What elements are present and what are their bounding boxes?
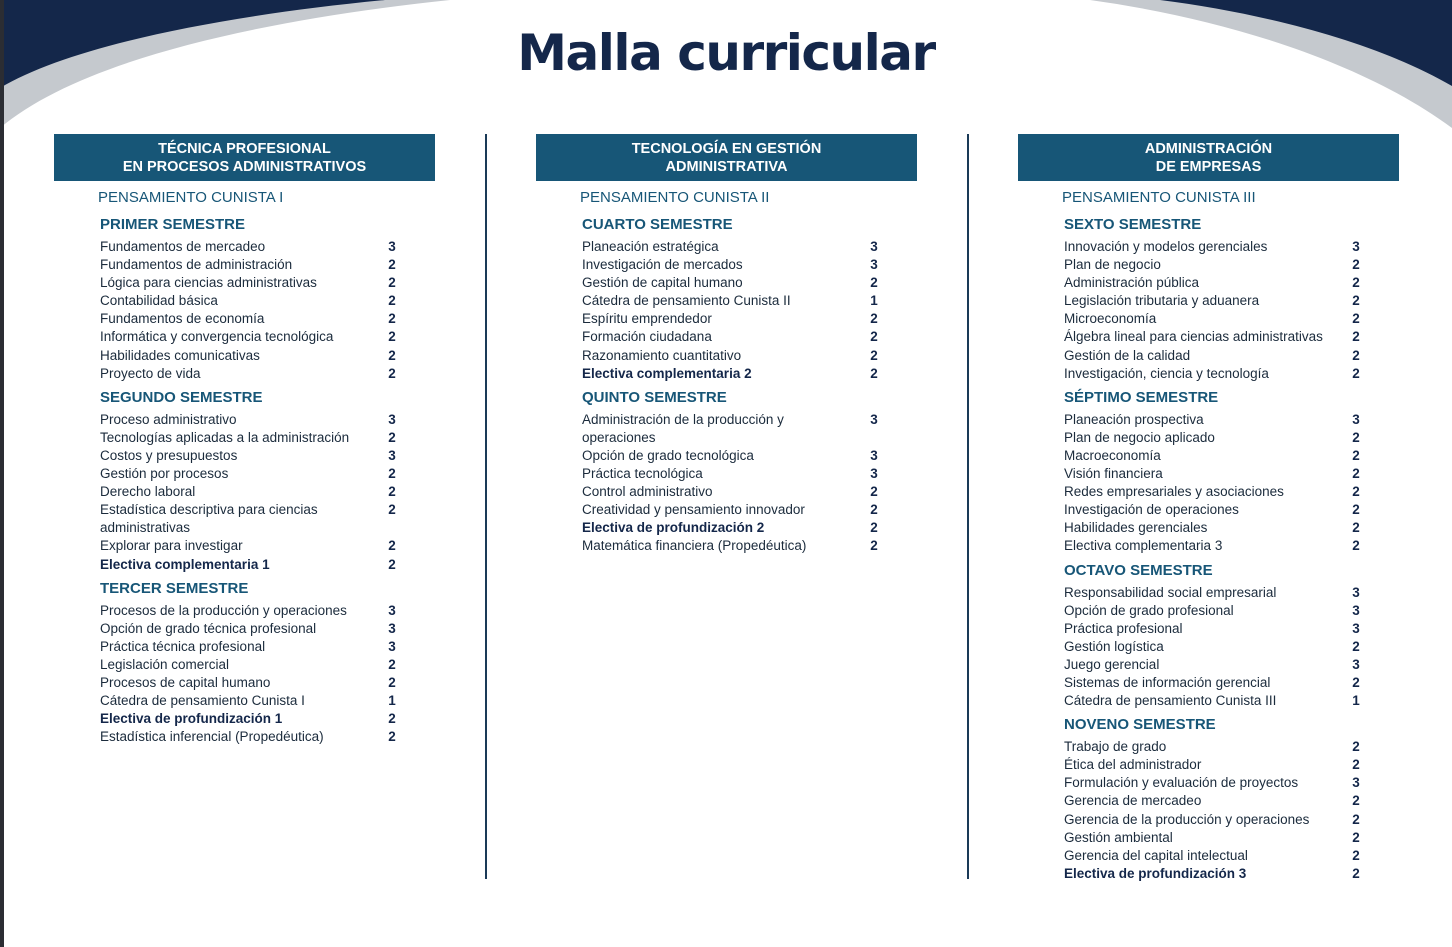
course-name: Gerencia de la producción y operaciones bbox=[1064, 811, 1310, 827]
course-credits: 3 bbox=[870, 411, 878, 427]
course-row bbox=[1064, 847, 1362, 865]
course-row bbox=[582, 274, 880, 292]
course-credits: 2 bbox=[1352, 811, 1360, 827]
course-name: Costos y presupuestos bbox=[100, 447, 238, 463]
course-credits: 2 bbox=[870, 520, 878, 536]
course-name: Fundamentos de administración bbox=[100, 257, 293, 273]
course-credits: 2 bbox=[388, 484, 396, 500]
course-name: Práctica profesional bbox=[1064, 620, 1183, 636]
course-credits: 3 bbox=[1352, 584, 1360, 600]
course-row bbox=[582, 501, 880, 519]
course-row bbox=[100, 638, 398, 656]
course-row bbox=[582, 465, 880, 483]
course-name: Estadística descriptiva para ciencias administrativas bbox=[100, 502, 318, 536]
course-name: Visión financiera bbox=[1064, 466, 1163, 482]
course-name: Electiva de profundización 2 bbox=[582, 520, 765, 536]
course-name: Derecho laboral bbox=[100, 484, 196, 500]
course-row bbox=[100, 501, 398, 537]
semester-block bbox=[1062, 389, 1362, 556]
course-credits: 2 bbox=[1352, 447, 1360, 463]
course-name: Electiva complementaria 3 bbox=[1064, 538, 1223, 554]
course-credits: 2 bbox=[1352, 293, 1360, 309]
column-divider bbox=[967, 134, 969, 879]
course-row bbox=[582, 347, 880, 365]
program-header-line: ADMINISTRACIÓN bbox=[1144, 140, 1273, 157]
course-credits: 2 bbox=[388, 729, 396, 745]
course-name: Responsabilidad social empresarial bbox=[1064, 584, 1277, 600]
course-credits: 2 bbox=[388, 502, 396, 518]
course-name: Práctica tecnológica bbox=[582, 466, 703, 482]
course-row bbox=[1064, 292, 1362, 310]
course-credits: 2 bbox=[1352, 674, 1360, 690]
program-header bbox=[536, 134, 917, 181]
course-credits: 2 bbox=[388, 257, 396, 273]
course-name: Matemática financiera (Propedéutica) bbox=[582, 538, 807, 554]
course-row bbox=[1064, 238, 1362, 256]
course-name: Opción de grado tecnológica bbox=[582, 447, 754, 463]
course-row bbox=[582, 519, 880, 537]
course-row bbox=[582, 411, 880, 447]
course-credits: 2 bbox=[388, 656, 396, 672]
course-row bbox=[1064, 584, 1362, 602]
course-credits: 2 bbox=[870, 484, 878, 500]
course-credits: 2 bbox=[1352, 793, 1360, 809]
course-credits: 3 bbox=[1352, 239, 1360, 254]
course-row bbox=[582, 328, 880, 346]
semester-title: SÉPTIMO SEMESTRE bbox=[1064, 388, 1219, 406]
course-row bbox=[1064, 674, 1362, 692]
course-row bbox=[582, 238, 880, 256]
course-row bbox=[1064, 738, 1362, 756]
course-name: Proceso administrativo bbox=[100, 411, 237, 427]
course-name: Investigación de operaciones bbox=[1064, 502, 1239, 518]
course-credits: 3 bbox=[870, 257, 878, 273]
course-row bbox=[1064, 274, 1362, 292]
course-name: Razonamiento cuantitativo bbox=[582, 347, 742, 363]
program-header bbox=[54, 134, 435, 181]
course-row bbox=[1064, 756, 1362, 774]
course-credits: 3 bbox=[388, 447, 396, 463]
program-column bbox=[54, 134, 435, 752]
course-credits: 2 bbox=[870, 275, 878, 291]
semester-block bbox=[580, 216, 880, 383]
course-name: Lógica para ciencias administrativas bbox=[100, 275, 317, 291]
course-name: Gestión de la calidad bbox=[1064, 347, 1191, 363]
course-row bbox=[100, 465, 398, 483]
course-credits: 3 bbox=[388, 602, 396, 618]
course-name: Electiva de profundización 1 bbox=[100, 711, 283, 727]
course-name: Planeación estratégica bbox=[582, 239, 719, 254]
course-name: Gestión ambiental bbox=[1064, 829, 1173, 845]
course-name: Procesos de la producción y operaciones bbox=[100, 602, 347, 618]
course-name: Gerencia de mercadeo bbox=[1064, 793, 1202, 809]
course-row bbox=[582, 537, 880, 555]
semester-block bbox=[98, 389, 398, 574]
course-credits: 3 bbox=[1352, 656, 1360, 672]
pensamiento-cunista-label: PENSAMIENTO CUNISTA II bbox=[580, 189, 770, 206]
course-credits: 2 bbox=[1352, 311, 1360, 327]
course-name: Estadística inferencial (Propedéutica) bbox=[100, 729, 324, 745]
pensamiento-cunista-label: PENSAMIENTO CUNISTA I bbox=[98, 189, 284, 206]
course-row bbox=[1064, 365, 1362, 383]
course-row bbox=[100, 602, 398, 620]
course-credits: 2 bbox=[388, 365, 396, 381]
semester-title: SEXTO SEMESTRE bbox=[1064, 216, 1202, 233]
course-row bbox=[582, 292, 880, 310]
course-row bbox=[1064, 519, 1362, 537]
course-name: Opción de grado profesional bbox=[1064, 602, 1234, 618]
course-name: Tecnologías aplicadas a la administración bbox=[100, 429, 350, 445]
course-name: Álgebra lineal para ciencias administrativas bbox=[1064, 329, 1323, 345]
program-header-line: TÉCNICA PROFESIONAL bbox=[158, 140, 331, 157]
course-credits: 2 bbox=[1352, 538, 1360, 554]
semester-block bbox=[1062, 716, 1362, 883]
course-name: Habilidades gerenciales bbox=[1064, 520, 1208, 536]
semester-title: QUINTO SEMESTRE bbox=[582, 388, 727, 406]
program-header-line: EN PROCESOS ADMINISTRATIVOS bbox=[122, 158, 367, 175]
column-divider bbox=[485, 134, 487, 879]
course-name: Sistemas de información gerencial bbox=[1064, 674, 1271, 690]
course-row bbox=[1064, 692, 1362, 710]
course-row bbox=[1064, 447, 1362, 465]
program-column bbox=[536, 134, 917, 562]
course-name: Gerencia del capital intelectual bbox=[1064, 847, 1248, 863]
course-credits: 2 bbox=[1352, 739, 1360, 755]
course-credits: 3 bbox=[1352, 411, 1360, 427]
semester-title: PRIMER SEMESTRE bbox=[100, 216, 246, 233]
course-row bbox=[100, 537, 398, 555]
program-body bbox=[54, 181, 398, 746]
course-credits: 3 bbox=[388, 638, 396, 654]
course-credits: 2 bbox=[388, 538, 396, 554]
course-credits: 2 bbox=[1352, 757, 1360, 773]
course-name: Formación ciudadana bbox=[582, 329, 712, 345]
course-name: Proyecto de vida bbox=[100, 365, 201, 381]
course-name: Cátedra de pensamiento Cunista III bbox=[1064, 693, 1277, 709]
course-row bbox=[1064, 656, 1362, 674]
course-credits: 2 bbox=[870, 329, 878, 345]
semester-title: SEGUNDO SEMESTRE bbox=[100, 388, 263, 406]
course-row bbox=[100, 411, 398, 429]
course-credits: 2 bbox=[1352, 520, 1360, 536]
course-credits: 2 bbox=[388, 466, 396, 482]
course-row bbox=[100, 292, 398, 310]
course-name: Opción de grado técnica profesional bbox=[100, 620, 317, 636]
course-credits: 3 bbox=[388, 620, 396, 636]
course-row bbox=[1064, 429, 1362, 447]
course-name: Legislación comercial bbox=[100, 656, 230, 672]
course-row bbox=[1064, 483, 1362, 501]
pensamiento-cunista-label: PENSAMIENTO CUNISTA III bbox=[1062, 189, 1256, 206]
course-row bbox=[582, 256, 880, 274]
course-credits: 2 bbox=[1352, 347, 1360, 363]
course-name: Juego gerencial bbox=[1064, 656, 1160, 672]
course-name: Procesos de capital humano bbox=[100, 674, 271, 690]
course-credits: 2 bbox=[1352, 429, 1360, 445]
course-credits: 2 bbox=[1352, 847, 1360, 863]
program-header-line: ADMINISTRATIVA bbox=[665, 158, 788, 175]
course-name: Ética del administrador bbox=[1064, 757, 1202, 773]
course-row bbox=[100, 674, 398, 692]
course-credits: 2 bbox=[388, 275, 396, 291]
course-name: Planeación prospectiva bbox=[1064, 411, 1204, 427]
course-row bbox=[100, 238, 398, 256]
course-credits: 2 bbox=[388, 311, 396, 327]
program-header bbox=[1018, 134, 1399, 181]
course-row bbox=[1064, 792, 1362, 810]
course-name: Investigación, ciencia y tecnología bbox=[1064, 365, 1269, 381]
course-row bbox=[100, 692, 398, 710]
course-row bbox=[100, 274, 398, 292]
course-row bbox=[1064, 310, 1362, 328]
program-header-line: DE EMPRESAS bbox=[1155, 158, 1262, 175]
course-credits: 2 bbox=[388, 674, 396, 690]
course-credits: 2 bbox=[1352, 638, 1360, 654]
course-credits: 2 bbox=[1352, 257, 1360, 273]
course-credits: 3 bbox=[870, 447, 878, 463]
course-row bbox=[100, 556, 398, 574]
course-row bbox=[100, 310, 398, 328]
course-credits: 1 bbox=[870, 293, 878, 309]
semester-block bbox=[98, 216, 398, 383]
course-credits: 2 bbox=[1352, 275, 1360, 291]
course-row bbox=[100, 447, 398, 465]
course-row bbox=[100, 728, 398, 746]
course-name: Fundamentos de mercadeo bbox=[100, 239, 266, 254]
course-row bbox=[582, 365, 880, 383]
course-row bbox=[1064, 411, 1362, 429]
course-row bbox=[1064, 465, 1362, 483]
course-row bbox=[1064, 347, 1362, 365]
course-credits: 3 bbox=[1352, 620, 1360, 636]
course-credits: 2 bbox=[870, 311, 878, 327]
course-row bbox=[100, 620, 398, 638]
course-row bbox=[1064, 620, 1362, 638]
course-row bbox=[1064, 501, 1362, 519]
course-name: Cátedra de pensamiento Cunista I bbox=[100, 693, 305, 709]
course-credits: 2 bbox=[388, 329, 396, 345]
course-row bbox=[100, 710, 398, 728]
course-name: Microeconomía bbox=[1064, 311, 1157, 327]
course-credits: 2 bbox=[388, 711, 396, 727]
course-credits: 2 bbox=[388, 556, 396, 572]
course-name: Plan de negocio bbox=[1064, 257, 1161, 273]
course-name: Espíritu emprendedor bbox=[582, 311, 712, 327]
course-name: Trabajo de grado bbox=[1064, 739, 1167, 755]
program-column bbox=[1018, 134, 1399, 889]
course-credits: 3 bbox=[870, 239, 878, 254]
course-credits: 3 bbox=[1352, 775, 1360, 791]
course-row bbox=[1064, 256, 1362, 274]
course-name: Legislación tributaria y aduanera bbox=[1064, 293, 1260, 309]
course-credits: 1 bbox=[388, 693, 396, 709]
course-credits: 2 bbox=[388, 429, 396, 445]
page-title: Malla curricular bbox=[517, 24, 935, 82]
course-credits: 2 bbox=[388, 347, 396, 363]
semester-block bbox=[98, 580, 398, 747]
program-body bbox=[1018, 181, 1362, 883]
semester-title: CUARTO SEMESTRE bbox=[582, 216, 733, 233]
course-name: Administración de la producción y operaciones bbox=[582, 411, 784, 445]
course-credits: 2 bbox=[1352, 365, 1360, 381]
course-row bbox=[1064, 537, 1362, 555]
course-row bbox=[582, 310, 880, 328]
semester-title: OCTAVO SEMESTRE bbox=[1064, 561, 1213, 579]
course-credits: 3 bbox=[1352, 602, 1360, 618]
semester-title: NOVENO SEMESTRE bbox=[1064, 716, 1216, 734]
course-credits: 2 bbox=[870, 365, 878, 381]
course-name: Electiva de profundización 3 bbox=[1064, 865, 1247, 881]
course-credits: 3 bbox=[870, 466, 878, 482]
course-row bbox=[1064, 638, 1362, 656]
semester-block bbox=[1062, 216, 1362, 383]
course-name: Investigación de mercados bbox=[582, 257, 743, 273]
course-row bbox=[1064, 865, 1362, 883]
course-credits: 2 bbox=[870, 502, 878, 518]
course-name: Electiva complementaria 2 bbox=[582, 365, 752, 381]
program-header-line: TECNOLOGÍA EN GESTIÓN bbox=[631, 140, 822, 157]
course-name: Gestión de capital humano bbox=[582, 275, 743, 291]
course-name: Gestión por procesos bbox=[100, 466, 229, 482]
course-name: Explorar para investigar bbox=[100, 538, 243, 554]
program-body bbox=[536, 181, 880, 556]
semester-block bbox=[580, 389, 880, 556]
course-row bbox=[582, 447, 880, 465]
course-row bbox=[1064, 774, 1362, 792]
course-name: Control administrativo bbox=[582, 484, 713, 500]
course-credits: 2 bbox=[1352, 329, 1360, 345]
course-row bbox=[582, 483, 880, 501]
course-name: Electiva complementaria 1 bbox=[100, 556, 270, 572]
course-name: Plan de negocio aplicado bbox=[1064, 429, 1215, 445]
course-credits: 1 bbox=[1352, 693, 1360, 709]
course-row bbox=[1064, 829, 1362, 847]
course-credits: 2 bbox=[870, 538, 878, 554]
course-name: Creatividad y pensamiento innovador bbox=[582, 502, 805, 518]
semester-title: TERCER SEMESTRE bbox=[100, 579, 249, 597]
page-left-edge bbox=[0, 0, 4, 947]
course-name: Administración pública bbox=[1064, 275, 1200, 291]
course-name: Práctica técnica profesional bbox=[100, 638, 266, 654]
course-credits: 2 bbox=[870, 347, 878, 363]
course-row bbox=[100, 365, 398, 383]
course-row bbox=[1064, 328, 1362, 346]
course-row bbox=[1064, 811, 1362, 829]
course-row bbox=[1064, 602, 1362, 620]
course-credits: 2 bbox=[388, 293, 396, 309]
course-name: Fundamentos de economía bbox=[100, 311, 265, 327]
course-name: Macroeconomía bbox=[1064, 447, 1161, 463]
course-name: Informática y convergencia tecnológica bbox=[100, 329, 334, 345]
semester-block bbox=[1062, 562, 1362, 711]
course-name: Habilidades comunicativas bbox=[100, 347, 260, 363]
course-name: Redes empresariales y asociaciones bbox=[1064, 484, 1284, 500]
course-row bbox=[100, 347, 398, 365]
course-credits: 2 bbox=[1352, 466, 1360, 482]
course-name: Innovación y modelos gerenciales bbox=[1064, 239, 1268, 254]
course-name: Gestión logística bbox=[1064, 638, 1164, 654]
course-row bbox=[100, 656, 398, 674]
course-row bbox=[100, 483, 398, 501]
course-name: Contabilidad básica bbox=[100, 293, 218, 309]
course-row bbox=[100, 429, 398, 447]
course-credits: 2 bbox=[1352, 484, 1360, 500]
course-credits: 2 bbox=[1352, 829, 1360, 845]
course-name: Formulación y evaluación de proyectos bbox=[1064, 775, 1299, 791]
course-credits: 3 bbox=[388, 239, 396, 254]
course-credits: 2 bbox=[1352, 865, 1360, 881]
course-name: Cátedra de pensamiento Cunista II bbox=[582, 293, 791, 309]
course-credits: 2 bbox=[1352, 502, 1360, 518]
course-credits: 3 bbox=[388, 411, 396, 427]
course-row bbox=[100, 328, 398, 346]
course-row bbox=[100, 256, 398, 274]
